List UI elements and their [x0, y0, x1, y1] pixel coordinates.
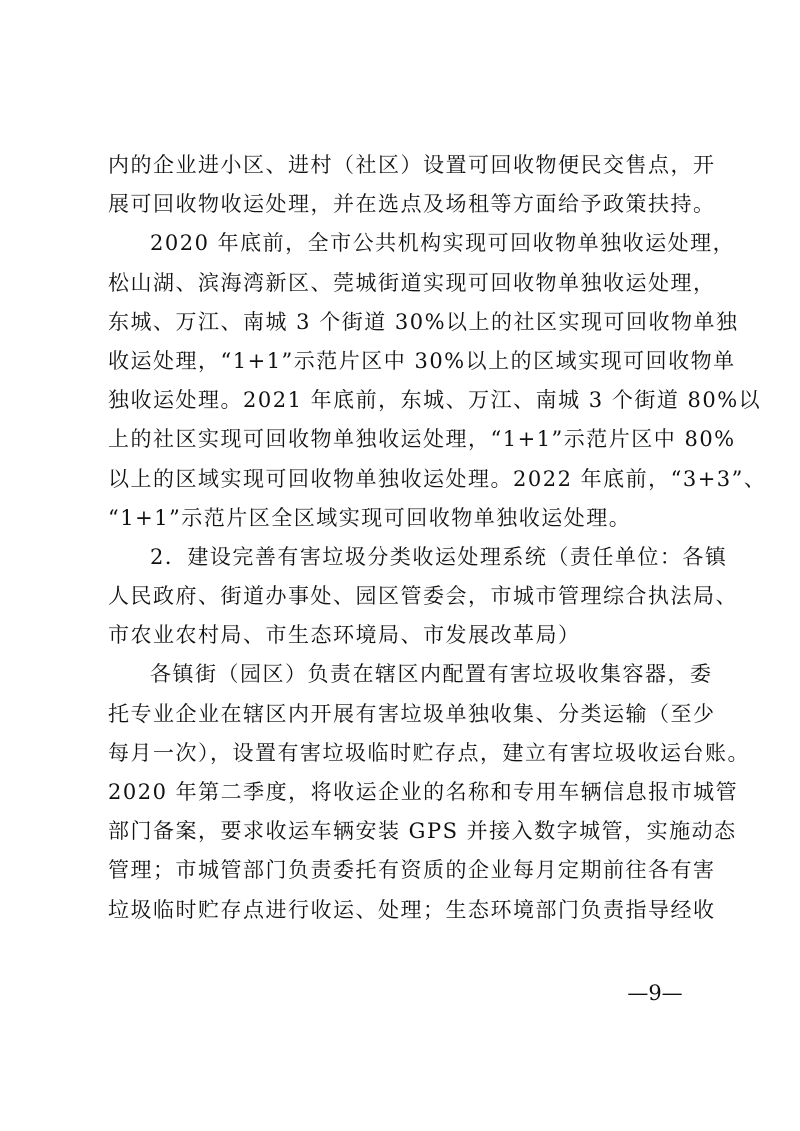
text-line: 以上的区域实现可回收物单独收运处理。2022 年底前，“3+3”、: [108, 466, 767, 491]
text-line: 垃圾临时贮存点进行收运、处理；生态环境部门负责指导经收: [108, 897, 716, 922]
text-line: 松山湖、滨海湾新区、莞城街道实现可回收物单独收运处理，: [108, 270, 716, 295]
section-heading-line: 市农业农村局、市生态环境局、市发展改革局）: [108, 623, 581, 648]
text-line: 各镇街（园区）负责在辖区内配置有害垃圾收集容器，委: [150, 662, 713, 687]
document-body: [108, 146, 767, 930]
section-heading-line: 人民政府、街道办事处、园区管委会，市城市管理综合执法局、: [108, 584, 738, 609]
text-line: 部门备案，要求收运车辆安装 GPS 并接入数字城管，实施动态: [108, 819, 737, 844]
text-line: 独收运处理。2021 年底前，东城、万江、南城 3 个街道 80%以: [108, 388, 762, 413]
text-line: 2020 年第二季度，将收运企业的名称和专用车辆信息报市城管: [108, 780, 739, 804]
page-number: —9—: [627, 981, 683, 1005]
text-line: 上的社区实现可回收物单独收运处理，“1+1”示范片区中 80%: [108, 427, 736, 452]
text-line: 展可回收物收运处理，并在选点及场租等方面给予政策扶持。: [108, 192, 716, 217]
text-line: 东城、万江、南城 3 个街道 30%以上的社区实现可回收物单独: [108, 309, 739, 334]
text-line: 内的企业进小区、进村（社区）设置可回收物便民交售点，开: [108, 153, 716, 177]
text-line: 每月一次），设置有害垃圾临时贮存点，建立有害垃圾收运台账。: [108, 740, 750, 765]
text-line: 2020 年底前，全市公共机构实现可回收物单独收运处理，: [150, 231, 736, 256]
text-line: 管理；市城管部门负责委托有资质的企业每月定期前往各有害: [108, 858, 716, 883]
text-line: 收运处理，“1+1”示范片区中 30%以上的区域实现可回收物单: [108, 348, 736, 373]
text-line: 托专业企业在辖区内开展有害垃圾单独收集、分类运输（至少: [108, 701, 716, 726]
text-line: “1+1”示范片区全区域实现可回收物单独收运处理。: [108, 505, 632, 530]
section-heading-line: 2．建设完善有害垃圾分类收运处理系统（责任单位：各镇: [150, 544, 728, 569]
